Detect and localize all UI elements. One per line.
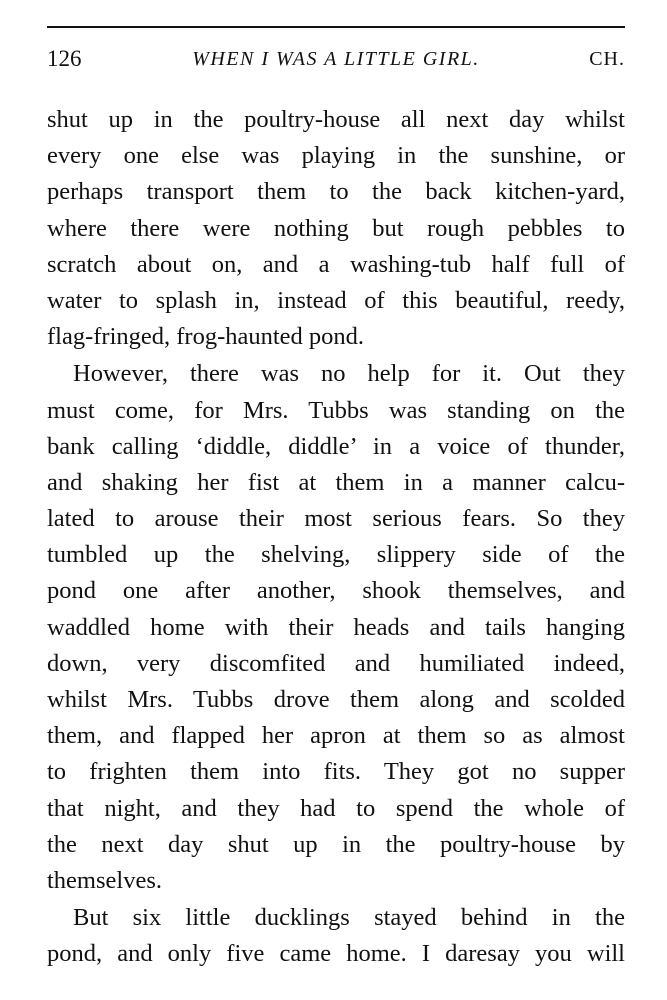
text-line: to frighten them into fits. They got no supper	[47, 758, 625, 786]
text-line: tumbled up the shelving, slippery side of the	[47, 541, 625, 569]
text-line: scratch about on, and a washing-tub half full of	[47, 250, 625, 278]
page-body	[47, 102, 625, 973]
text-line: But six little ducklings stayed behind in the	[73, 904, 625, 932]
text-line: pond, and only five came home. I daresay you will	[47, 940, 625, 968]
text-line: themselves.	[47, 866, 162, 894]
text-line: flag-fringed, frog-haunted pond.	[47, 323, 365, 351]
text-line: waddled home with their heads and tails hanging	[47, 613, 625, 641]
paragraph-2	[47, 356, 625, 899]
text-line: them, and flapped her apron at them so as almost	[47, 722, 625, 750]
text-line: shut up in the poultry-house all next day whilst	[47, 106, 625, 133]
text-line: where there were nothing but rough pebbles to	[47, 214, 625, 242]
running-title: WHEN I WAS A LITTLE GIRL.	[192, 48, 480, 70]
text-line: every one else was playing in the sunshine, or	[47, 142, 625, 170]
running-header	[47, 42, 625, 76]
text-line: whilst Mrs. Tubbs drove them along and scolded	[47, 686, 625, 713]
header-rule	[47, 26, 625, 28]
text-line: perhaps transport them to the back kitchen-yard,	[47, 178, 625, 206]
text-line: lated to arouse their most serious fears. So they	[47, 505, 625, 533]
chapter-label: CH.	[589, 48, 625, 70]
text-line: However, there was no help for it. Out they	[73, 360, 625, 388]
text-line: that night, and they had to spend the whole of	[47, 794, 625, 822]
text-line: down, very discomfited and humiliated indeed,	[47, 649, 625, 677]
text-line: must come, for Mrs. Tubbs was standing on the	[47, 396, 625, 424]
text-line: the next day shut up in the poultry-house by	[47, 830, 625, 858]
text-line: pond one after another, shook themselves, and	[47, 577, 625, 605]
paragraph-1	[47, 102, 625, 355]
text-line: bank calling ‘diddle, diddle’ in a voice of thunder,	[47, 432, 625, 460]
text-line: and shaking her fist at them in a manner calcu-	[47, 468, 625, 496]
text-line: water to splash in, instead of this beautiful, reedy,	[47, 286, 625, 314]
page-number: 126	[47, 46, 82, 71]
paragraph-3	[47, 900, 625, 972]
